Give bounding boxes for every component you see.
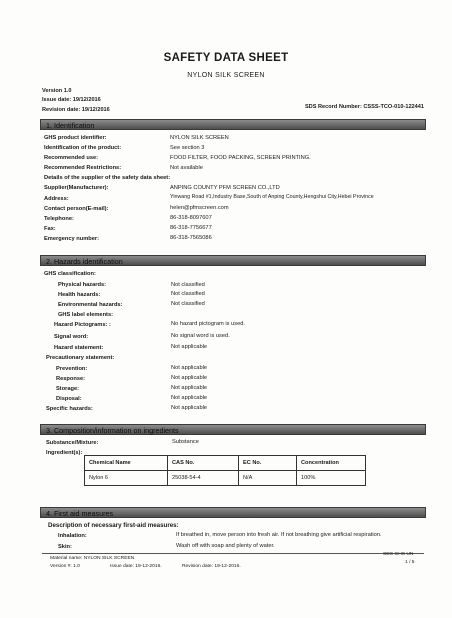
field-value: Not classified bbox=[171, 291, 205, 297]
field-label: Skin: bbox=[58, 544, 72, 550]
field-value: Not applicable bbox=[171, 375, 208, 381]
field-label: Disposal: bbox=[56, 396, 82, 402]
section-3-header bbox=[40, 424, 426, 435]
column-header: Chemical Name bbox=[85, 456, 168, 471]
ingredients-label: Ingredient(s): bbox=[46, 450, 83, 456]
field-label: Address: bbox=[44, 196, 69, 202]
substance-value: Substance bbox=[172, 439, 199, 445]
footer-divider bbox=[42, 553, 424, 554]
field-value: helen@pfmscreen.com bbox=[170, 205, 229, 211]
field-value: No signal word is used. bbox=[171, 333, 230, 339]
product-subtitle: NYLON SILK SCREEN bbox=[187, 72, 265, 79]
issue-date: Issue date: 19/12/2016 bbox=[42, 97, 101, 103]
footer-version: Version #: 1.0 bbox=[50, 564, 80, 569]
field-label: Fax: bbox=[44, 226, 56, 232]
section-1-header bbox=[40, 119, 426, 130]
field-label: Recommended Restrictions: bbox=[44, 165, 122, 171]
column-header: Concentration bbox=[297, 456, 366, 471]
document-title: SAFETY DATA SHEET bbox=[163, 52, 289, 64]
column-header: EC No. bbox=[239, 456, 297, 471]
field-label: Response: bbox=[56, 376, 86, 382]
field-label: Identification of the product: bbox=[44, 145, 122, 151]
section-4-header bbox=[40, 507, 426, 518]
section-heading: 4. First aid measures bbox=[46, 509, 114, 518]
footer-material: Material name: NYLON SILK SCREEN bbox=[50, 556, 135, 561]
field-label: Hazard Pictograms: : bbox=[54, 322, 111, 328]
field-value: 86-318-8097607 bbox=[170, 215, 212, 221]
version-label: Version 1.0 bbox=[42, 88, 72, 94]
field-value: Wash off with soap and plenty of water. bbox=[176, 543, 275, 549]
field-label: GHS product identifier: bbox=[44, 135, 107, 141]
field-label: Hazard statement: bbox=[54, 345, 104, 351]
footer-sds-label: SDS GHS UN bbox=[383, 552, 414, 557]
section-heading: 1. Identification bbox=[46, 121, 95, 130]
field-label: Supplier(Manufacturer): bbox=[44, 185, 109, 191]
field-label: Signal word: bbox=[54, 334, 89, 340]
field-label: Physical hazards: bbox=[58, 282, 107, 288]
footer-issue-date: Issue date: 19-12-2016. bbox=[110, 564, 162, 569]
page-number: 1 / 5 bbox=[405, 560, 415, 565]
table-header-row bbox=[85, 456, 366, 471]
sds-record-number: SDS Record Number: CSSS-TCO-010-122441 bbox=[304, 104, 424, 110]
field-label: Health hazards: bbox=[58, 292, 101, 298]
section-2-header bbox=[40, 255, 426, 266]
table-row bbox=[85, 471, 366, 486]
field-label: Recommended use: bbox=[44, 155, 99, 161]
field-value: ANPING COUNTY PFM SCREEN CO.,LTD bbox=[170, 185, 280, 191]
field-label: Precautionary statement: bbox=[46, 355, 115, 361]
field-label: GHS label elements: bbox=[58, 312, 113, 318]
field-value: Not applicable bbox=[171, 365, 208, 371]
revision-date: Revision date: 19/12/2016 bbox=[42, 107, 110, 113]
field-value: Not classified bbox=[171, 301, 205, 307]
field-label: Prevention: bbox=[56, 366, 88, 372]
first-aid-description: Description of necessary first-aid measures: bbox=[48, 522, 179, 529]
field-value: 86-318-7756677 bbox=[170, 225, 212, 231]
field-value: Not applicable bbox=[171, 395, 208, 401]
field-value: NYLON SILK SCREEN bbox=[170, 135, 229, 141]
section-heading: 2. Hazards identification bbox=[46, 257, 123, 266]
field-label: Inhalation: bbox=[58, 533, 87, 539]
substance-label: Substance/Mixture: bbox=[46, 440, 99, 446]
field-label: Contact person(E-mail): bbox=[44, 206, 109, 212]
field-value: Yinwang Road #1,Industry Base,South of Anping County,Hengshui City,Hebei Province bbox=[170, 194, 374, 200]
field-value: No hazard pictogram is used. bbox=[171, 321, 245, 327]
field-value: 86-318-7565086 bbox=[170, 235, 212, 241]
field-value: See section 3 bbox=[170, 145, 205, 151]
field-value: Not available bbox=[170, 165, 203, 171]
footer-revision-date: Revision date: 19-12-2016. bbox=[182, 564, 241, 569]
field-label: Telephone: bbox=[44, 216, 74, 222]
ingredients-table bbox=[84, 455, 366, 486]
field-value: Not applicable bbox=[171, 385, 208, 391]
field-value: Not classified bbox=[171, 282, 205, 288]
table-cell: N/A bbox=[239, 471, 297, 486]
table-cell: 100% bbox=[297, 471, 366, 486]
table-cell: Nylon 6 bbox=[85, 471, 168, 486]
field-label: Environmental hazards: bbox=[58, 302, 123, 308]
field-value: If breathed in, move person into fresh air. If not breathing give artificial respiration. bbox=[176, 532, 382, 538]
field-label: GHS classification: bbox=[44, 271, 96, 277]
column-header: CAS No. bbox=[168, 456, 239, 471]
table-cell: 25038-54-4 bbox=[168, 471, 239, 486]
section-heading: 3. Composition/information on ingredients bbox=[46, 426, 179, 435]
field-value: FOOD FILTER, FOOD PACKING, SCREEN PRINTING. bbox=[170, 155, 311, 161]
field-label: Emergency number: bbox=[44, 236, 99, 242]
field-label: Specific hazards: bbox=[46, 406, 93, 412]
field-value: Not applicable bbox=[171, 405, 208, 411]
field-label: Storage: bbox=[56, 386, 80, 392]
field-value: Not applicable bbox=[171, 344, 208, 350]
field-label: Details of the supplier of the safety data sheet: bbox=[44, 175, 171, 181]
